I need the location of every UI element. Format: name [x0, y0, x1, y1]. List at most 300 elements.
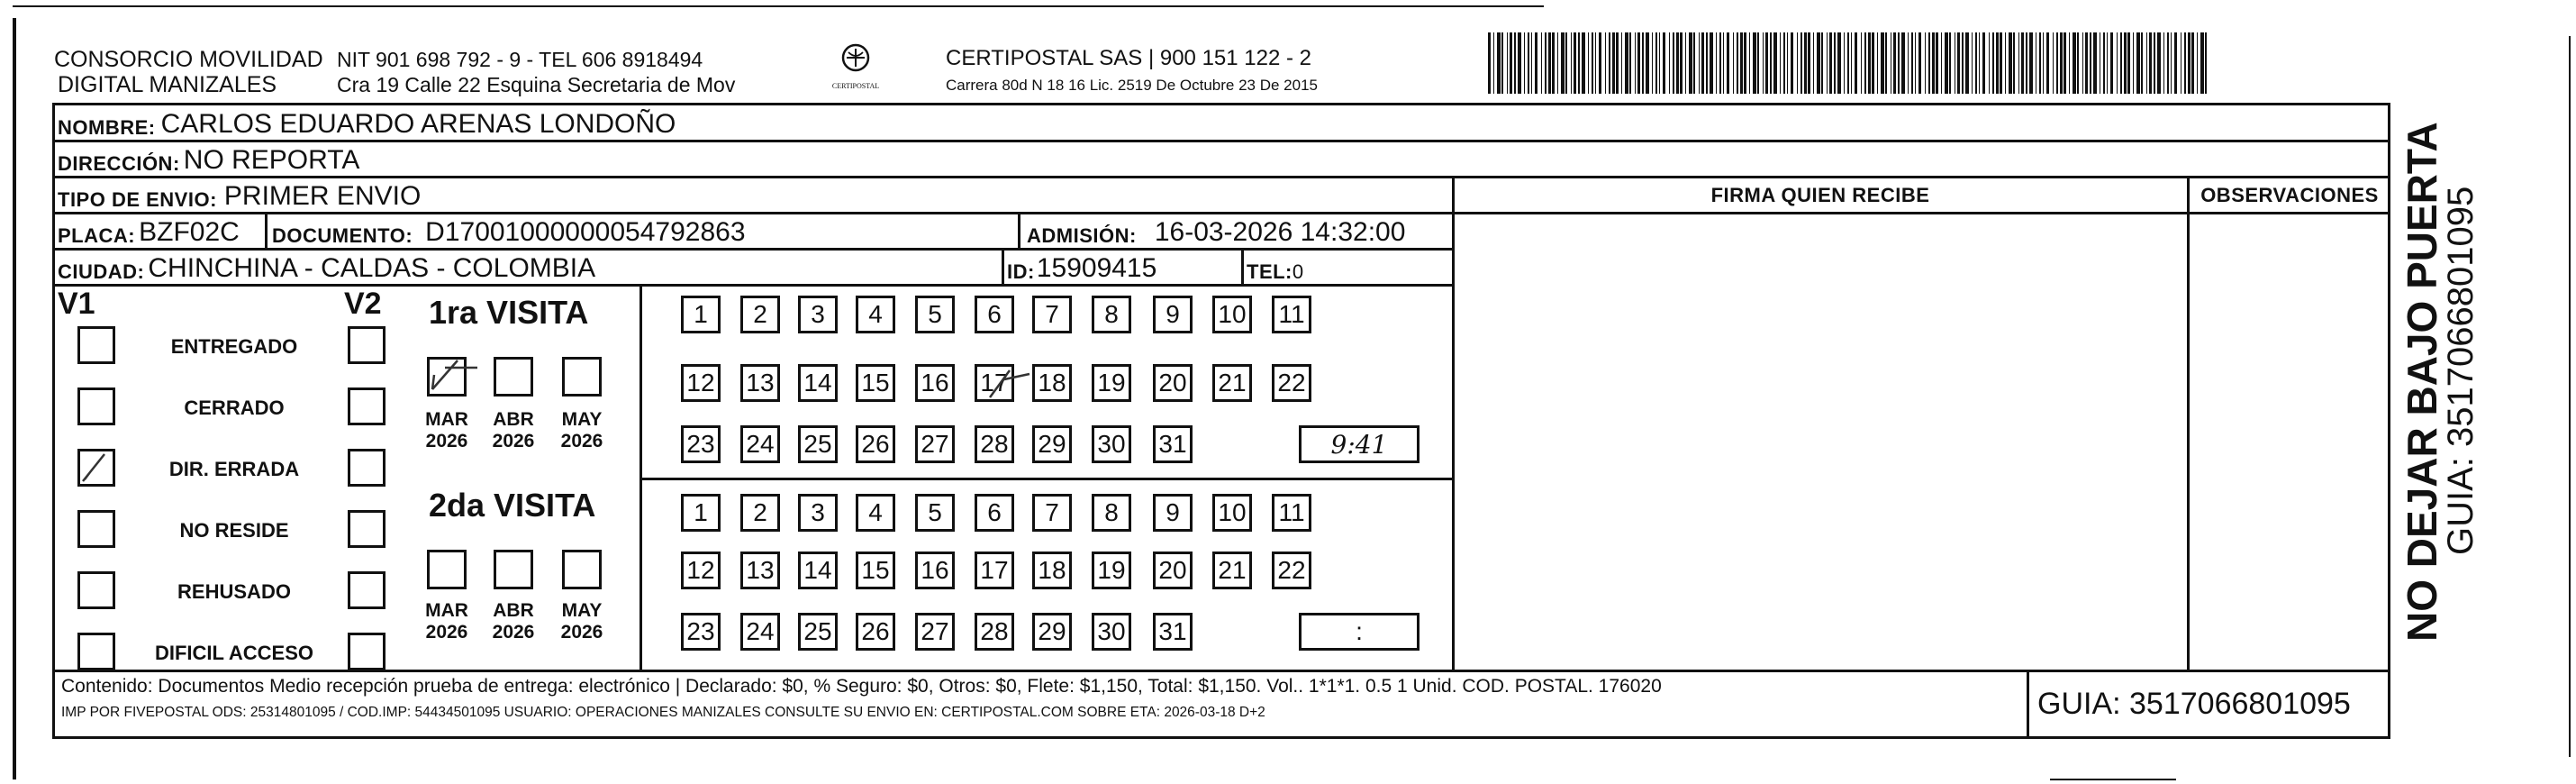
barcode-bar: [1972, 32, 1973, 94]
barcode-bar: [1837, 32, 1841, 94]
tipo-envio-row: [58, 178, 421, 212]
tel-row: [1247, 250, 1303, 284]
documento-value: D17001000000054792863: [425, 217, 746, 247]
barcode-bar: [1763, 32, 1764, 94]
barcode-bar: [2046, 32, 2049, 94]
ciudad-value: CHINCHINA - CALDAS - COLOMBIA: [148, 253, 596, 283]
barcode-bar: [1531, 32, 1532, 94]
barcode-bar: [2043, 32, 2044, 94]
barcode-bar: [1749, 32, 1750, 94]
handwritten-check-icon: [77, 449, 115, 487]
admision-row: [1027, 214, 1405, 248]
barcode-bar: [1629, 32, 1631, 94]
day-box[interactable]: 10: [1212, 494, 1252, 532]
barcode-bar: [1757, 32, 1759, 94]
barcode-bar: [1817, 32, 1820, 94]
barcode-bar: [1877, 32, 1878, 94]
barcode-bar: [2154, 32, 2155, 94]
side-guia: GUIA: 3517066801095: [2441, 186, 2481, 555]
barcode-bar: [1595, 32, 1596, 94]
day-box[interactable]: 14: [798, 364, 838, 402]
footer-line-2: IMP POR FIVEPOSTAL ODS: 25314801095 / COD.IMP: 54434501095 USUARIO: OPERACIONES MANIZALES CONSULTE SU ENVIO EN: CERTIPOSTAL.COM SOBRE ETA: 2026-03-18 D+2: [61, 705, 1265, 720]
v1-checkbox[interactable]: [77, 326, 115, 364]
barcode-bar: [1800, 32, 1802, 94]
barcode-bar: [1693, 32, 1695, 94]
barcode-bar: [1635, 32, 1636, 94]
day-box[interactable]: 24: [740, 425, 780, 463]
barcode-bar: [2056, 32, 2058, 94]
barcode-bar: [1827, 32, 1828, 94]
firma-header: FIRMA QUIEN RECIBE: [1710, 184, 1930, 206]
visit-divider-line: [639, 478, 1454, 480]
barcode-bar: [1510, 32, 1512, 94]
day-box[interactable]: 12: [681, 364, 721, 402]
barcode-bar: [2000, 32, 2002, 94]
certipostal-logo: [829, 40, 883, 97]
barcode-bar: [1507, 32, 1508, 94]
day-box[interactable]: 22: [1272, 552, 1311, 589]
visit-time-value: 9:41: [1330, 429, 1388, 460]
barcode-bar: [1770, 32, 1772, 94]
barcode: [1488, 32, 2212, 94]
barcode-bar: [2039, 32, 2041, 94]
day-box[interactable]: 9: [1153, 494, 1193, 532]
barcode-bar: [1642, 32, 1644, 94]
day-box[interactable]: 21: [1212, 552, 1252, 589]
observaciones-header: OBSERVACIONES: [2200, 184, 2379, 206]
barcode-bar: [1561, 32, 1565, 94]
barcode-bar: [2110, 32, 2113, 94]
admision-divider: [1018, 212, 1020, 250]
barcode-bar: [2073, 32, 2076, 94]
barcode-bar: [1864, 32, 1866, 94]
barcode-bar: [1565, 32, 1567, 94]
tel-value: 0: [1292, 260, 1304, 283]
barcode-bar: [1787, 32, 1788, 94]
barcode-bar: [1545, 32, 1547, 94]
barcode-bar: [2064, 32, 2066, 94]
month-label: MAR 2026: [425, 600, 468, 643]
barcode-bar: [1868, 32, 1871, 94]
tel-label: TEL:: [1247, 260, 1293, 283]
barcode-bar: [2029, 32, 2033, 94]
day-box[interactable]: 17: [975, 364, 1014, 402]
month-label: MAR 2026: [425, 409, 468, 451]
visit-time-box[interactable]: [1299, 613, 1420, 651]
barcode-bar: [1783, 32, 1785, 94]
barcode-bar: [1989, 32, 1990, 94]
barcode-bar: [1813, 32, 1814, 94]
barcode-bar: [1592, 32, 1593, 94]
day-box[interactable]: 4: [856, 296, 895, 333]
day-box[interactable]: 1: [681, 296, 721, 333]
barcode-bar: [1975, 32, 1977, 94]
barcode-bar: [1548, 32, 1551, 94]
day-box[interactable]: 15: [856, 364, 895, 402]
barcode-bar: [1701, 32, 1704, 94]
direccion-row: [58, 141, 359, 176]
visit-time-box[interactable]: [1299, 425, 1420, 463]
barcode-bar: [1928, 32, 1930, 94]
barcode-bar: [1982, 32, 1985, 94]
day-box[interactable]: 2: [740, 296, 780, 333]
barcode-bar: [2009, 32, 2012, 94]
barcode-bar: [2133, 32, 2134, 94]
v1-checkbox[interactable]: [77, 449, 115, 487]
barcode-bar: [1797, 32, 1798, 94]
direccion-value: NO REPORTA: [183, 145, 360, 175]
barcode-bar: [1659, 32, 1660, 94]
barcode-bar: [2069, 32, 2070, 94]
barcode-bar: [1979, 32, 1980, 94]
nombre-value: CARLOS EDUARDO ARENAS LONDOÑO: [160, 109, 676, 139]
barcode-bar: [1844, 32, 1845, 94]
barcode-bar: [2174, 32, 2177, 94]
barcode-bar: [1518, 32, 1521, 94]
barcode-bar: [1744, 32, 1746, 94]
barcode-bar: [1765, 32, 1768, 94]
barcode-bar: [1992, 32, 1994, 94]
day-box[interactable]: 8: [1092, 296, 1131, 333]
barcode-bar: [1723, 32, 1724, 94]
visit-time-value: :: [1356, 617, 1363, 645]
right-edge-line: [2569, 36, 2571, 757]
barcode-bar: [2090, 32, 2091, 94]
barcode-bar: [1673, 32, 1674, 94]
barcode-bar: [1996, 32, 1999, 94]
barcode-bar: [1699, 32, 1700, 94]
v2-checkbox[interactable]: [348, 633, 385, 670]
barcode-bar: [1557, 32, 1558, 94]
day-box[interactable]: 12: [681, 552, 721, 589]
barcode-bar: [1685, 32, 1686, 94]
admision-value: 16-03-2026 14:32:00: [1154, 217, 1406, 247]
barcode-bar: [2013, 32, 2015, 94]
handwritten-check-icon: [983, 365, 1033, 403]
day-box[interactable]: 5: [915, 494, 955, 532]
barcode-bar: [1609, 32, 1610, 94]
barcode-bar: [1885, 32, 1887, 94]
month-checkbox-abr[interactable]: [494, 550, 533, 589]
barcode-bar: [1861, 32, 1862, 94]
day-box[interactable]: 20: [1153, 364, 1193, 402]
month-label: ABR 2026: [492, 409, 535, 451]
v2-checkbox[interactable]: [348, 387, 385, 425]
day-box[interactable]: 3: [798, 494, 838, 532]
barcode-bar: [1727, 32, 1729, 94]
firma-left-line: [1452, 176, 1455, 671]
barcode-bar: [1901, 32, 1905, 94]
ciudad-label: CIUDAD:: [58, 260, 145, 283]
bottom-mark: [2050, 779, 2176, 780]
day-box[interactable]: 16: [915, 552, 955, 589]
barcode-bar: [1680, 32, 1683, 94]
barcode-bar: [1753, 32, 1756, 94]
v1-checkbox[interactable]: [77, 571, 115, 609]
day-box[interactable]: 31: [1153, 425, 1193, 463]
day-box[interactable]: 13: [740, 364, 780, 402]
day-box[interactable]: 11: [1272, 494, 1311, 532]
month-checkbox-mar[interactable]: [427, 357, 467, 397]
month-checkbox-abr[interactable]: [494, 357, 533, 397]
barcode-bar: [1710, 32, 1713, 94]
barcode-bar: [1965, 32, 1969, 94]
barcode-bar: [1872, 32, 1874, 94]
barcode-bar: [2018, 32, 2019, 94]
barcode-bar: [1616, 32, 1619, 94]
barcode-bar: [1716, 32, 1717, 94]
handwritten-check-icon: [427, 357, 481, 397]
v2-checkbox[interactable]: [348, 326, 385, 364]
barcode-bar: [1689, 32, 1692, 94]
footer-guia: GUIA: 3517066801095: [2037, 687, 2351, 721]
day-box[interactable]: 31: [1153, 613, 1193, 651]
barcode-bar: [1911, 32, 1913, 94]
day-box[interactable]: 8: [1092, 494, 1131, 532]
barcode-bar: [1501, 32, 1503, 94]
day-box[interactable]: 28: [975, 613, 1014, 651]
day-box[interactable]: 29: [1032, 613, 1072, 651]
barcode-bar: [1936, 32, 1938, 94]
day-box[interactable]: 27: [915, 613, 955, 651]
day-box[interactable]: 22: [1272, 364, 1311, 402]
month-checkbox-may[interactable]: [562, 550, 602, 589]
day-box[interactable]: 9: [1153, 296, 1193, 333]
documento-row: [272, 214, 746, 248]
barcode-bar: [2077, 32, 2079, 94]
day-box[interactable]: 20: [1153, 552, 1193, 589]
admision-label: ADMISIÓN:: [1027, 224, 1137, 247]
v1-checkbox[interactable]: [77, 387, 115, 425]
barcode-bar: [1646, 32, 1649, 94]
placa-label: PLACA:: [58, 224, 136, 247]
month-label: MAY 2026: [560, 409, 603, 451]
barcode-bar: [1655, 32, 1657, 94]
barcode-bar: [1957, 32, 1960, 94]
footer-line-1: Contenido: Documentos Medio recepción prueba de entrega: electrónico | Declarado: $0, % Seguro: $0, Otros: $0, Flete: $1,150, Total: $1,150. Vol.. 1*1*1. 0.5 1 Unid. COD. POSTAL. 176020: [61, 676, 1662, 697]
day-box[interactable]: 29: [1032, 425, 1072, 463]
barcode-bar: [1488, 32, 1491, 94]
day-box[interactable]: 10: [1212, 296, 1252, 333]
day-box[interactable]: 18: [1032, 552, 1072, 589]
tipo-envio-value: PRIMER ENVIO: [223, 181, 422, 211]
barcode-bar: [1941, 32, 1942, 94]
v2-checkbox[interactable]: [348, 510, 385, 548]
barcode-bar: [1918, 32, 1921, 94]
day-box[interactable]: 4: [856, 494, 895, 532]
barcode-bar: [2149, 32, 2152, 94]
barcode-bar: [1599, 32, 1601, 94]
company-line-1: CONSORCIO MOVILIDAD: [54, 47, 323, 72]
barcode-bar: [2127, 32, 2130, 94]
barcode-bar: [1541, 32, 1542, 94]
barcode-bar: [2205, 32, 2207, 94]
day-box[interactable]: 23: [681, 425, 721, 463]
barcode-bar: [1663, 32, 1665, 94]
day-box[interactable]: 1: [681, 494, 721, 532]
day-box[interactable]: 2: [740, 494, 780, 532]
barcode-bar: [2141, 32, 2143, 94]
barcode-bar: [1737, 32, 1738, 94]
barcode-bar: [1834, 32, 1836, 94]
tel-divider: [1241, 248, 1244, 286]
barcode-bar: [2146, 32, 2147, 94]
day-box[interactable]: 13: [740, 552, 780, 589]
barcode-bar: [1578, 32, 1580, 94]
barcode-bar: [1625, 32, 1628, 94]
status-option-label: REHUSADO: [177, 580, 291, 603]
day-box[interactable]: 24: [740, 613, 780, 651]
day-box[interactable]: 26: [856, 425, 895, 463]
day-box[interactable]: 3: [798, 296, 838, 333]
documento-label: DOCUMENTO:: [272, 224, 413, 247]
barcode-bar: [1524, 32, 1525, 94]
barcode-bar: [2167, 32, 2169, 94]
barcode-bar: [1851, 32, 1852, 94]
barcode-bar: [1719, 32, 1721, 94]
v2-checkbox[interactable]: [348, 449, 385, 487]
day-box[interactable]: 21: [1212, 364, 1252, 402]
visits-left-line: [639, 284, 642, 671]
footer-top-line: [52, 670, 2390, 672]
day-box[interactable]: 27: [915, 425, 955, 463]
barcode-bar: [1497, 32, 1501, 94]
id-row: [1007, 250, 1156, 284]
logo-emblem-icon: [829, 40, 883, 81]
barcode-bar: [1855, 32, 1857, 94]
placa-row: [58, 214, 240, 248]
barcode-bar: [1706, 32, 1708, 94]
v1-label: V1: [58, 287, 95, 321]
day-box[interactable]: 26: [856, 613, 895, 651]
footer-guia-divider: [2027, 670, 2029, 739]
barcode-bar: [2053, 32, 2054, 94]
status-option-label: DIR. ERRADA: [168, 458, 300, 480]
day-box[interactable]: 28: [975, 425, 1014, 463]
barcode-bar: [2082, 32, 2083, 94]
barcode-bar: [1588, 32, 1589, 94]
day-box[interactable]: 7: [1032, 296, 1072, 333]
barcode-bar: [1893, 32, 1896, 94]
observaciones-left-line: [2187, 176, 2190, 671]
day-box[interactable]: 7: [1032, 494, 1072, 532]
left-edge-line: [13, 18, 16, 779]
v1-checkbox[interactable]: [77, 510, 115, 548]
day-box[interactable]: 16: [915, 364, 955, 402]
barcode-bar: [2117, 32, 2118, 94]
barcode-bar: [1552, 32, 1555, 94]
barcode-bar: [2026, 32, 2027, 94]
barcode-bar: [1493, 32, 1494, 94]
day-box[interactable]: 25: [798, 425, 838, 463]
nit-info: [337, 47, 735, 97]
barcode-bar: [1652, 32, 1653, 94]
barcode-bar: [2171, 32, 2172, 94]
barcode-bar: [1612, 32, 1615, 94]
barcode-bar: [1676, 32, 1679, 94]
v1-checkbox[interactable]: [77, 633, 115, 670]
day-box[interactable]: 23: [681, 613, 721, 651]
barcode-bar: [2107, 32, 2108, 94]
barcode-bar: [1574, 32, 1576, 94]
barcode-bar: [1535, 32, 1537, 94]
barcode-bar: [2021, 32, 2024, 94]
barcode-bar: [2191, 32, 2194, 94]
nit-line-2: Cra 19 Calle 22 Esquina Secretaria de Mov: [337, 73, 736, 96]
status-option-label: NO RESIDE: [179, 519, 289, 542]
barcode-bar: [1621, 32, 1622, 94]
day-box[interactable]: 30: [1092, 425, 1131, 463]
barcode-bar: [2005, 32, 2006, 94]
barcode-bar: [1932, 32, 1935, 94]
barcode-bar: [1740, 32, 1743, 94]
month-checkbox-mar[interactable]: [427, 550, 467, 589]
barcode-bar: [2163, 32, 2164, 94]
id-label: ID:: [1007, 260, 1035, 283]
status-option-label: DIFICIL ACCESO: [154, 642, 313, 664]
carrier-info: [946, 45, 1318, 99]
month-label: MAY 2026: [560, 600, 603, 643]
barcode-bar: [2197, 32, 2198, 94]
top-edge-line: [13, 5, 1544, 7]
day-box[interactable]: 19: [1092, 364, 1131, 402]
barcode-bar: [2157, 32, 2161, 94]
day-box[interactable]: 30: [1092, 613, 1131, 651]
day-box[interactable]: 25: [798, 613, 838, 651]
barcode-bar: [1605, 32, 1606, 94]
barcode-bar: [1773, 32, 1777, 94]
day-box[interactable]: 15: [856, 552, 895, 589]
visit1-title: 1ra VISITA: [429, 294, 589, 331]
status-option-label: CERRADO: [184, 397, 285, 419]
barcode-bar: [1571, 32, 1572, 94]
barcode-bar: [1881, 32, 1884, 94]
day-box[interactable]: 18: [1032, 364, 1072, 402]
day-box[interactable]: 17: [975, 552, 1014, 589]
barcode-bar: [1582, 32, 1585, 94]
barcode-bar: [1962, 32, 1964, 94]
side-warning: NO DEJAR BAJO PUERTA: [2399, 122, 2445, 642]
day-box[interactable]: 19: [1092, 552, 1131, 589]
barcode-bar: [2200, 32, 2204, 94]
day-box[interactable]: 14: [798, 552, 838, 589]
day-box[interactable]: 6: [975, 494, 1014, 532]
barcode-bar: [1669, 32, 1670, 94]
barcode-bar: [2060, 32, 2063, 94]
carrier-line-2: Carrera 80d N 18 16 Lic. 2519 De Octubre 23 De 2015: [946, 77, 1318, 94]
barcode-bar: [2085, 32, 2088, 94]
status-option-label: ENTREGADO: [170, 335, 298, 358]
day-box[interactable]: 6: [975, 296, 1014, 333]
barcode-bar: [1898, 32, 1900, 94]
month-checkbox-may[interactable]: [562, 357, 602, 397]
barcode-bar: [2124, 32, 2127, 94]
day-box[interactable]: 11: [1272, 296, 1311, 333]
barcode-bar: [2103, 32, 2105, 94]
barcode-bar: [1780, 32, 1781, 94]
barcode-bar: [1829, 32, 1832, 94]
day-box[interactable]: 5: [915, 296, 955, 333]
id-value: 15909415: [1036, 253, 1157, 283]
company-name: [54, 47, 323, 97]
id-divider: [1002, 248, 1004, 286]
direccion-label: DIRECCIÓN:: [58, 152, 180, 175]
v2-checkbox[interactable]: [348, 571, 385, 609]
row-line-1: [52, 140, 2390, 142]
company-line-2: DIGITAL MANIZALES: [58, 72, 277, 97]
barcode-bar: [1847, 32, 1849, 94]
barcode-bar: [2120, 32, 2122, 94]
